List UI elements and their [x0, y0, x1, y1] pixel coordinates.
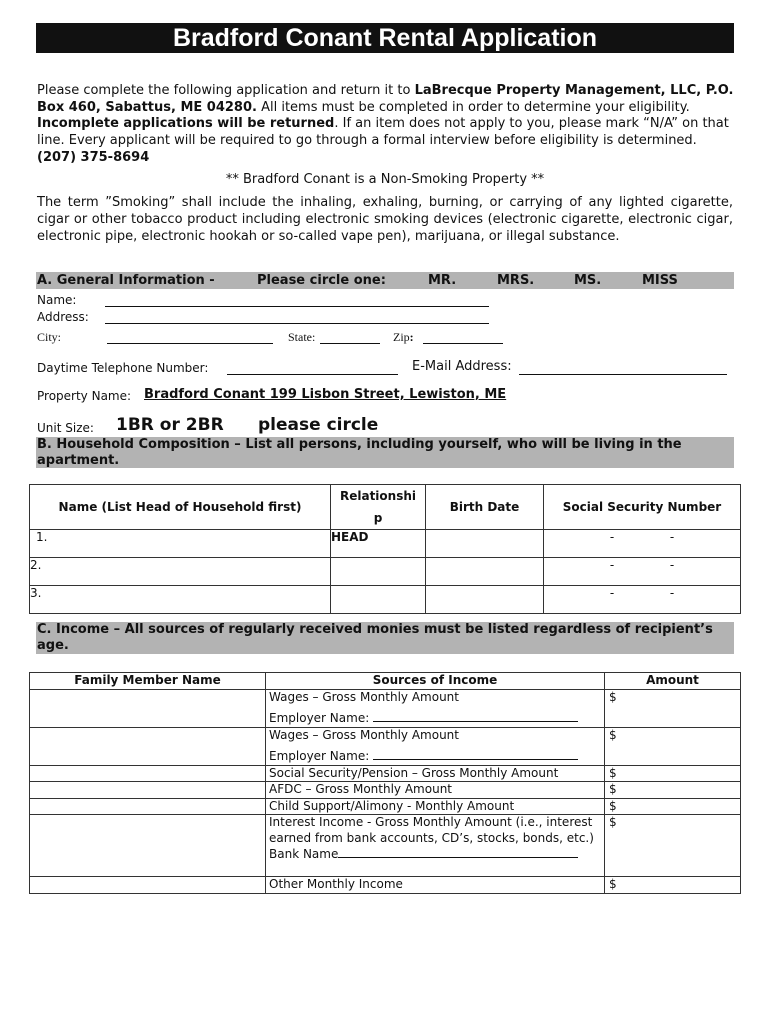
- address-field[interactable]: [105, 323, 489, 324]
- page-title: Bradford Conant Rental Application: [36, 23, 734, 53]
- state-field[interactable]: [320, 343, 380, 344]
- table-row: [30, 689, 741, 727]
- income-source-wages-1: Wages – Gross Monthly Amount Employer Name:: [266, 689, 605, 727]
- bank-name-field[interactable]: [338, 846, 578, 858]
- row-birthdate[interactable]: [426, 558, 544, 586]
- income-source-child-support: Child Support/Alimony - Monthly Amount: [266, 798, 605, 815]
- company-address: LaBrecque Property Management, LLC, P.O. Box 460, Sabattus, ME 04280.: [37, 83, 734, 115]
- phone-field[interactable]: [227, 374, 398, 375]
- contact-phone: (207) 375-8694: [37, 149, 150, 165]
- city-field[interactable]: [107, 343, 273, 344]
- table-row: [30, 782, 741, 799]
- amount-cell[interactable]: $: [605, 782, 741, 799]
- title-miss[interactable]: MISS: [642, 273, 678, 288]
- member-name-cell[interactable]: [30, 782, 266, 799]
- amount-cell[interactable]: $: [605, 727, 741, 765]
- address-label: Address:: [37, 310, 89, 324]
- amount-cell[interactable]: $: [605, 765, 741, 782]
- unit-size-value[interactable]: 1BR or 2BR: [116, 415, 224, 435]
- row-ssn[interactable]: - -: [544, 586, 741, 614]
- state-label: State:: [288, 330, 316, 344]
- table-row: [30, 877, 741, 894]
- income-header-member: Family Member Name: [30, 673, 266, 690]
- row-birthdate[interactable]: [426, 586, 544, 614]
- table-row: [30, 765, 741, 782]
- intro-paragraph: [37, 83, 737, 167]
- income-source-social-security: Social Security/Pension – Gross Monthly Amount: [266, 765, 605, 782]
- row-relationship[interactable]: [331, 586, 426, 614]
- email-label: E-Mail Address:: [412, 359, 512, 374]
- non-smoking-notice: ** Bradford Conant is a Non-Smoking Property **: [225, 172, 545, 187]
- row-relationship[interactable]: HEAD: [331, 530, 426, 558]
- income-header-amount: Amount: [605, 673, 741, 690]
- table-row: [30, 815, 741, 877]
- row-number[interactable]: 1.: [30, 530, 331, 558]
- section-c-header: C. Income – All sources of regularly received monies must be listed regardless of recipient’s age.: [36, 622, 734, 654]
- household-header-name: Name (List Head of Household first): [30, 485, 331, 530]
- income-header-sources: Sources of Income: [266, 673, 605, 690]
- income-source-afdc: AFDC – Gross Monthly Amount: [266, 782, 605, 799]
- city-label: City:: [37, 330, 62, 344]
- member-name-cell[interactable]: [30, 689, 266, 727]
- incomplete-warning: Incomplete applications will be returned: [37, 116, 335, 132]
- property-value: Bradford Conant 199 Lisbon Street, Lewiston, ME: [144, 387, 507, 402]
- intro-text-2: All items must be completed in order to determine your eligibility.: [256, 99, 690, 115]
- member-name-cell[interactable]: [30, 877, 266, 894]
- household-header-ssn: Social Security Number: [544, 485, 741, 530]
- property-label: Property Name:: [37, 389, 132, 403]
- row-number[interactable]: 3.: [30, 586, 331, 614]
- name-label: Name:: [37, 293, 77, 307]
- section-a-label: A. General Information -: [37, 273, 215, 288]
- table-row: [30, 586, 741, 614]
- title-ms[interactable]: MS.: [574, 273, 602, 288]
- row-ssn[interactable]: - -: [544, 558, 741, 586]
- title-mr[interactable]: MR.: [428, 273, 457, 288]
- row-number[interactable]: 2.: [30, 558, 331, 586]
- amount-cell[interactable]: $: [605, 798, 741, 815]
- phone-label: Daytime Telephone Number:: [37, 361, 209, 375]
- employer-field[interactable]: [373, 710, 578, 722]
- income-source-interest: Interest Income - Gross Monthly Amount (i.e., interest earned from bank accounts, CD’s, stocks, bonds, etc.) Bank Name: [266, 815, 605, 877]
- smoking-definition: The term ”Smoking” shall include the inhaling, exhaling, burning, or carrying of any lighted cigarette, cigar or other tobacco product including electronic smoking devices (electronic cigarette, electronic cigar, electronic pipe, electronic hookah or so-called vape pen), marijuana, or illegal substance.: [37, 195, 733, 244]
- table-row: [30, 798, 741, 815]
- intro-text-3: . If an item does not apply to you, please mark “N/A” on that line. Every applicant will be required to go through a formal interview before eligibility is determined.: [37, 116, 729, 149]
- section-b-header: B. Household Composition – List all persons, including yourself, who will be living in the apartment.: [36, 437, 734, 468]
- amount-cell[interactable]: $: [605, 877, 741, 894]
- amount-cell[interactable]: $: [605, 815, 741, 877]
- unit-size-label: Unit Size:: [37, 421, 94, 435]
- amount-cell[interactable]: $: [605, 689, 741, 727]
- title-mrs[interactable]: MRS.: [497, 273, 535, 288]
- intro-text-1: Please complete the following application and return it to: [37, 83, 415, 98]
- row-birthdate[interactable]: [426, 530, 544, 558]
- income-source-wages-2: Wages – Gross Monthly Amount Employer Name:: [266, 727, 605, 765]
- table-row: [30, 558, 741, 586]
- email-field[interactable]: [519, 374, 727, 375]
- table-row: [30, 727, 741, 765]
- income-table: [29, 672, 741, 894]
- zip-field[interactable]: [423, 343, 503, 344]
- employer-field[interactable]: [373, 748, 578, 760]
- member-name-cell[interactable]: [30, 765, 266, 782]
- table-row: [30, 530, 741, 558]
- row-relationship[interactable]: [331, 558, 426, 586]
- income-source-other: Other Monthly Income: [266, 877, 605, 894]
- household-header-birthdate: Birth Date: [426, 485, 544, 530]
- member-name-cell[interactable]: [30, 798, 266, 815]
- household-header-relationship: Relationship: [331, 485, 426, 530]
- name-field[interactable]: [105, 306, 489, 307]
- member-name-cell[interactable]: [30, 727, 266, 765]
- zip-label: Zip:: [393, 330, 414, 344]
- unit-circle-note: please circle: [258, 415, 379, 435]
- section-a-header: [36, 272, 734, 289]
- household-table: [29, 484, 741, 614]
- circle-one-label: Please circle one:: [257, 273, 386, 288]
- member-name-cell[interactable]: [30, 815, 266, 877]
- row-ssn[interactable]: - -: [544, 530, 741, 558]
